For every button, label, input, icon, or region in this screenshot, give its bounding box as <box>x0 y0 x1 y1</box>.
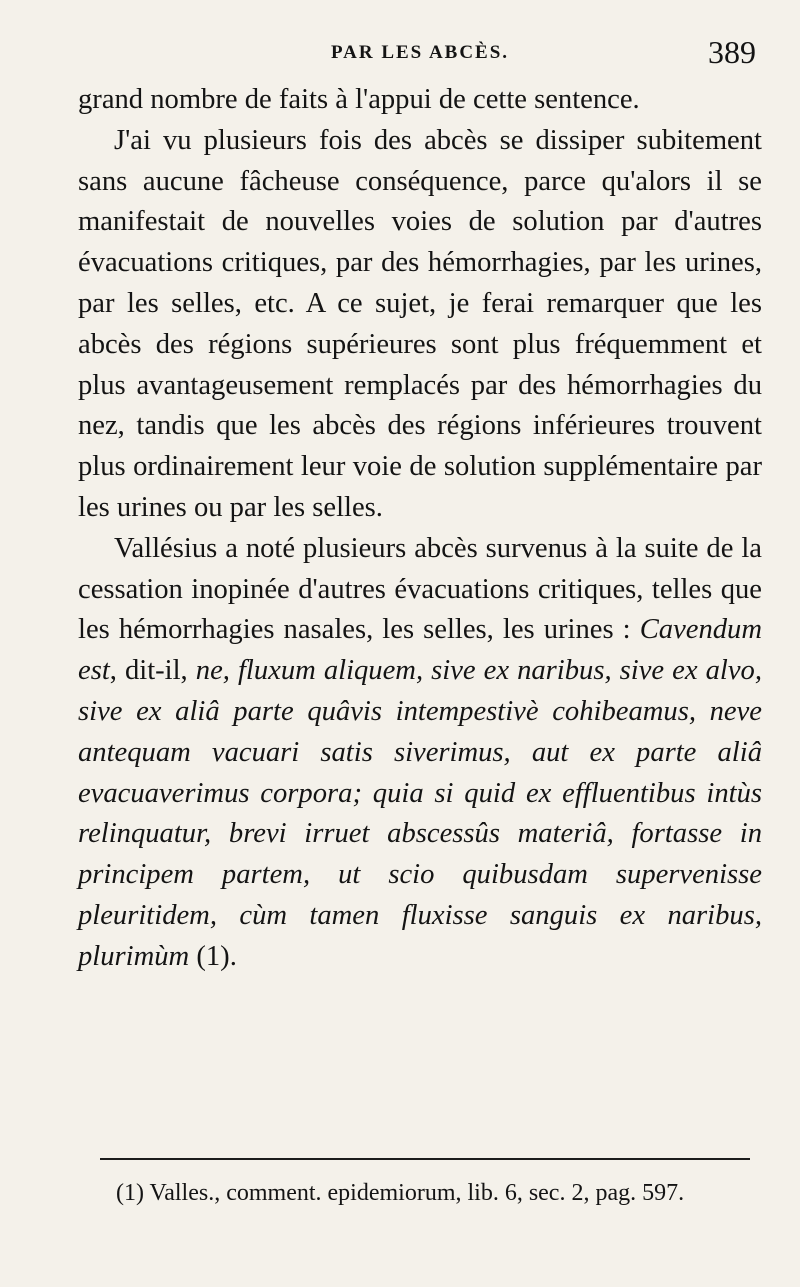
latin-quote: ne, fluxum aliquem, sive ex naribus, sive ex alvo, sive ex aliâ parte quâvis intempestivè cohibeamus, neve antequam vacuari satis siverimus, aut ex parte aliâ evacuaverimus corpora; quia si quid ex effluentibus intùs relinquatur, brevi irruet abscessûs materiâ, fortasse in principem partem, ut scio quibusdam supervenisse pleuritidem, cùm tamen fluxisse sanguis ex naribus, plurimùm <box>78 655 762 972</box>
footnote-text: Valles., comment. epidemiorum, lib. 6, sec. 2, pag. 597. <box>143 1180 685 1206</box>
footnote-marker: (1) <box>116 1180 144 1206</box>
body-text <box>78 80 762 978</box>
running-head: PAR LES ABCÈS. <box>330 42 510 63</box>
latin-quote-start: Cavendum est <box>78 614 762 687</box>
vallesius-text: Vallésius a noté plusieurs abcès survenus à la suite de la cessation inopinée d'autres évacuations critiques, telles que les hémorrhagies nasales, les selles, les urines : <box>78 532 762 646</box>
footnote-rule <box>100 1158 750 1160</box>
footnote <box>82 1174 762 1212</box>
paragraph-continuation: grand nombre de faits à l'appui de cette sentence. <box>78 84 640 115</box>
footnote-reference: (1). <box>189 940 237 972</box>
page-header <box>80 34 760 74</box>
paragraph-abces: J'ai vu plusieurs fois des abcès se dissiper subitement sans aucune fâcheuse conséquence, parce qu'alors il se manifestait de nouvelles voies de solution par d'autres évacuations critiques, par des hémorrhagies, par les urines, par les selles, etc. A ce sujet, je ferai remarquer que les abcès des régions supérieures sont plus fréquemment et plus avantageusement remplacés par des hémorrhagies du nez, tandis que les abcès des régions inférieures trouvent plus ordinairement leur voie de solution supplémentaire par les urines ou par les selles. <box>78 124 762 523</box>
page-number: 389 <box>708 34 756 70</box>
paragraph-vallesius <box>78 529 762 978</box>
dit-il: , dit-il, <box>109 655 196 687</box>
